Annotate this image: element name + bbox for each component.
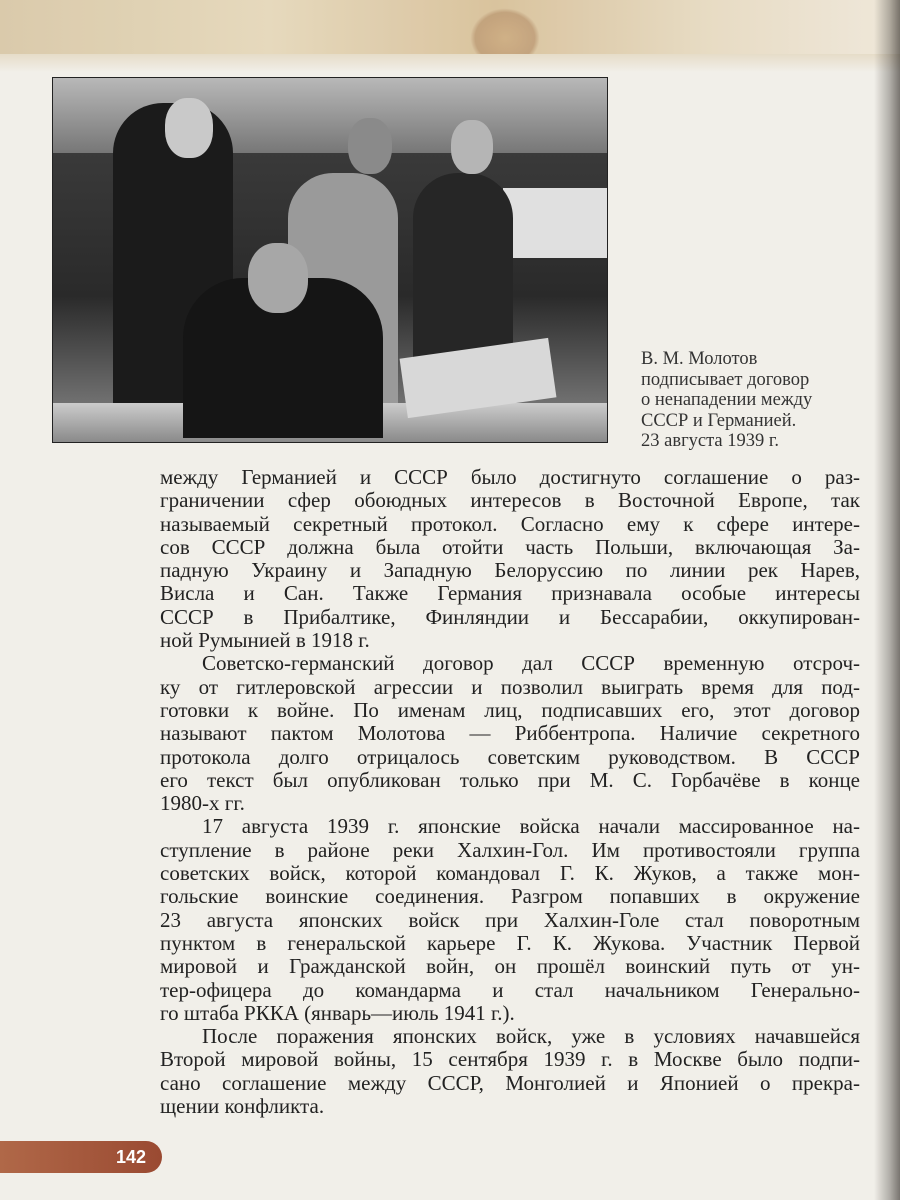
text-line: называют пактом Молотова — Риббентропа. Наличие секретного (160, 721, 860, 746)
caption-line: подписывает договор (641, 369, 810, 390)
text-line: ступление в районе реки Халхин-Гол. Им противостояли группа (160, 837, 860, 862)
caption-line: СССР и Германией. (641, 410, 797, 431)
paragraph (160, 652, 860, 815)
text-line: Советско-германский договор дал СССР временную отсроч- (202, 651, 860, 676)
caption-line: 23 августа 1939 г. (641, 431, 780, 451)
historical-photo-molotov-signing (52, 77, 608, 443)
text-line: щении конфликта. (160, 1094, 325, 1119)
body-text (160, 466, 860, 1118)
text-line: готовки к войне. По именам лиц, подписавших его, этот договор (160, 697, 860, 722)
text-line: Висла и Сан. Также Германия признавала особые интересы (160, 581, 860, 606)
page-number: 142 (0, 1141, 162, 1173)
text-line: После поражения японских войск, уже в условиях начавшейся (202, 1024, 860, 1049)
text-line: протокола долго отрицалось советским руководством. В СССР (160, 744, 860, 769)
text-line: падную Украину и Западную Белоруссию по линии рек Нарев, (160, 558, 860, 583)
text-line: граничении сфер обоюдных интересов в Восточной Европе, так (160, 488, 860, 513)
caption-line: В. М. Молотов (641, 349, 758, 369)
text-line: го штаба РККА (январь—июль 1941 г.). (160, 1000, 515, 1025)
text-line: между Германией и СССР было достигнуто соглашение о раз- (160, 465, 860, 489)
text-line: 17 августа 1939 г. японские войска начали массированное на- (202, 814, 860, 839)
text-line: ку от гитлеровской агрессии и позволил выиграть время для под- (160, 674, 860, 699)
text-line: сов СССР должна была отойти часть Польши, включающая За- (160, 534, 860, 559)
text-line: его текст был опубликован только при М. С. Горбачёве в конце (160, 767, 860, 792)
text-line: ной Румынией в 1918 г. (160, 628, 370, 653)
page-gutter-shadow (874, 0, 900, 1200)
order-star-emblem (470, 8, 540, 68)
caption-line: о ненападении между (641, 390, 813, 410)
text-line: мировой и Гражданской войн, он прошёл воинский путь от ун- (160, 954, 860, 979)
text-line: гольские воинские соединения. Разгром попавших в окружение (160, 884, 860, 909)
photo-caption (641, 349, 812, 452)
text-line: СССР в Прибалтике, Финляндии и Бессарабии, оккупирован- (160, 604, 860, 629)
text-line: называемый секретный протокол. Согласно ему к сфере интере- (160, 511, 860, 536)
text-line: тер-офицера до командарма и стал начальником Генерально- (160, 977, 860, 1002)
paragraph (160, 815, 860, 1025)
paragraph (160, 466, 860, 652)
text-line: 23 августа японских войск при Халхин-Голе стал поворотным (160, 907, 860, 932)
text-line: сано соглашение между СССР, Монголией и Японией о прекра- (160, 1070, 860, 1095)
text-line: Второй мировой войны, 15 сентября 1939 г. в Москве было подпи- (160, 1047, 860, 1072)
text-line: 1980-х гг. (160, 791, 245, 816)
text-line: пунктом в генеральской карьере Г. К. Жукова. Участник Первой (160, 930, 860, 955)
paragraph (160, 1025, 860, 1118)
decorative-header-banner (0, 0, 900, 72)
text-line: советских войск, которой командовал Г. К. Жуков, а также мон- (160, 861, 860, 886)
